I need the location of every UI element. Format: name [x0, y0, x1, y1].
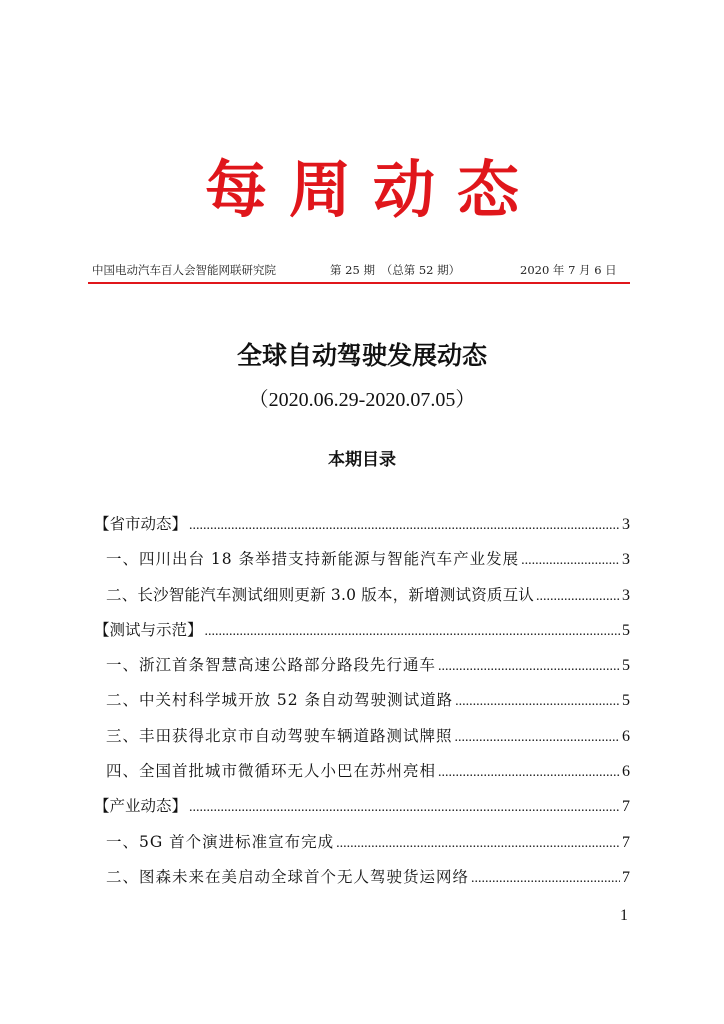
toc-leader-dots — [455, 730, 620, 746]
toc-leader-dots — [536, 589, 620, 605]
toc-entry-label: 【测试与示范】 — [94, 620, 203, 639]
toc-entry-label: 二、长沙智能汽车测试细则更新 3.0 版本，新增测试资质互认 — [106, 585, 535, 604]
toc-entry-page: 7 — [622, 833, 630, 851]
toc-entry[interactable] — [94, 547, 630, 582]
toc-entry-page: 3 — [622, 516, 630, 533]
toc-heading: 本期目录 — [328, 450, 396, 470]
toc-entry-page: 3 — [622, 551, 630, 569]
masthead-title: 每周动态 — [204, 153, 541, 226]
toc-entry-page: 7 — [622, 868, 630, 886]
toc-entry-page: 6 — [622, 763, 630, 781]
toc-entry-label: 四、全国首批城市微循环无人小巴在苏州亮相 — [106, 762, 437, 781]
toc-entry[interactable] — [94, 688, 630, 723]
toc-entry[interactable] — [94, 830, 630, 865]
toc-entry[interactable] — [94, 865, 630, 900]
toc-entry-page: 5 — [622, 657, 630, 675]
toc-entry-label: 二、中关村科学城开放 52 条自动驾驶测试道路 — [106, 691, 454, 710]
date-range: （2020.06.29-2020.07.05） — [248, 389, 476, 411]
toc-entry-page: 6 — [622, 727, 630, 745]
toc-entry-page: 5 — [622, 692, 630, 710]
toc-entry[interactable] — [94, 759, 630, 794]
toc-entry-label: 一、5G 首个演进标准宣布完成 — [106, 832, 335, 851]
table-of-contents — [94, 512, 630, 900]
toc-entry[interactable] — [94, 653, 630, 688]
toc-leader-dots — [189, 800, 620, 816]
toc-entry-page: 7 — [622, 798, 630, 816]
toc-entry-section[interactable] — [94, 512, 630, 547]
toc-leader-dots — [471, 871, 620, 887]
toc-entry-page: 5 — [622, 621, 630, 639]
document-title: 全球自动驾驶发展动态 — [236, 341, 487, 370]
issue-line — [92, 262, 632, 278]
toc-leader-dots — [521, 553, 620, 569]
page-number: 1 — [620, 907, 628, 924]
header-divider — [88, 282, 630, 284]
toc-entry-section[interactable] — [94, 794, 630, 829]
issue-date: 2020 年 7 月 6 日 — [520, 263, 617, 277]
toc-entry-label: 一、四川出台 18 条举措支持新能源与智能汽车产业发展 — [106, 550, 520, 569]
issuing-organization: 中国电动汽车百人会智能网联研究院 — [92, 263, 276, 277]
toc-leader-dots — [438, 765, 620, 781]
toc-entry-label: 【省市动态】 — [94, 515, 188, 533]
issue-number: 第 25 期 （总第 52 期） — [330, 263, 461, 277]
toc-leader-dots — [455, 694, 620, 710]
toc-leader-dots — [205, 624, 620, 640]
toc-entry-section[interactable] — [94, 618, 630, 653]
toc-entry[interactable] — [94, 583, 630, 618]
toc-leader-dots — [336, 836, 620, 852]
toc-entry-label: 三、丰田获得北京市自动驾驶车辆道路测试牌照 — [106, 726, 453, 745]
toc-entry-label: 【产业动态】 — [94, 797, 188, 816]
toc-entry-label: 一、浙江首条智慧高速公路部分路段先行通车 — [106, 656, 437, 675]
toc-entry-page: 3 — [622, 586, 630, 604]
toc-leader-dots — [438, 659, 620, 675]
toc-entry[interactable] — [94, 724, 630, 759]
toc-entry-label: 二、图森未来在美启动全球首个无人驾驶货运网络 — [106, 867, 470, 886]
toc-leader-dots — [189, 518, 620, 534]
